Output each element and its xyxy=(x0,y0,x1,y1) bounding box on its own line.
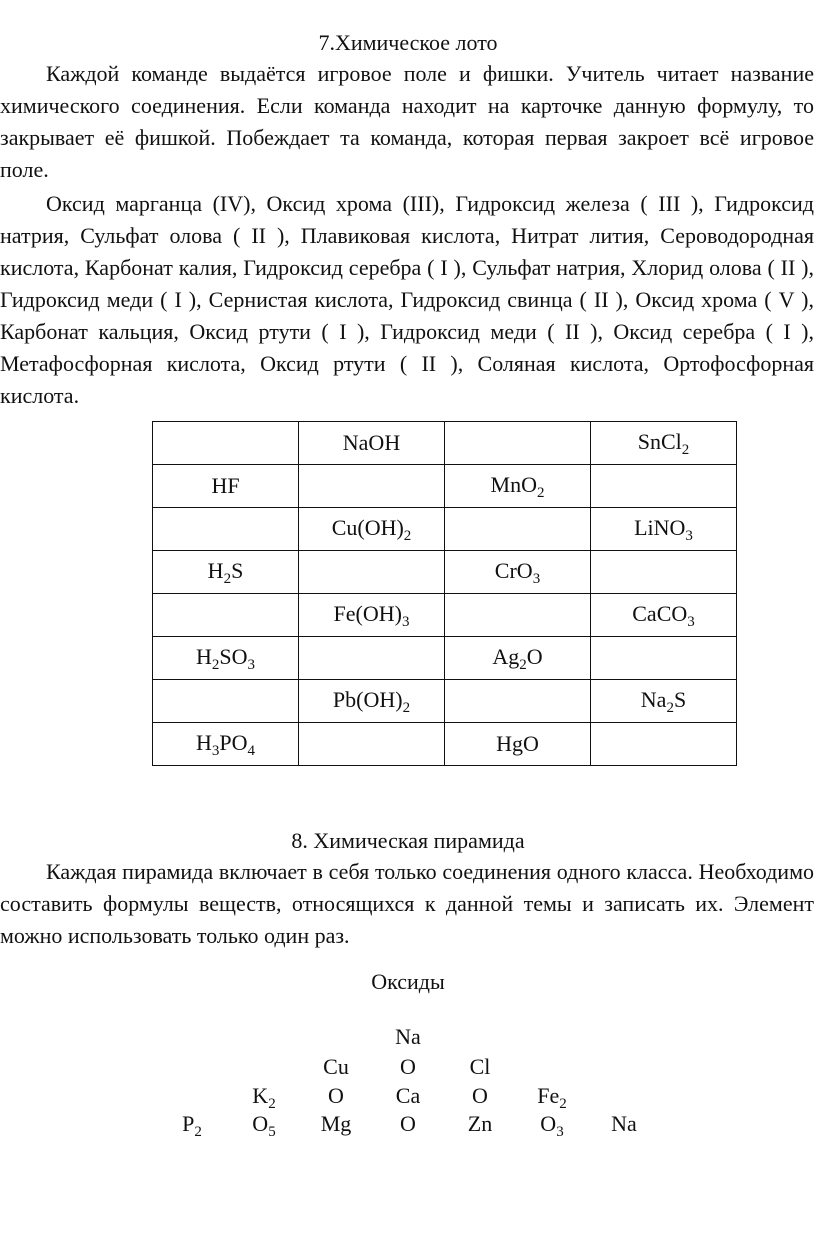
pyramid-element: $O_3$ xyxy=(540,1111,564,1140)
lotto-cell-empty xyxy=(445,594,591,637)
pyramid-element: Zn xyxy=(467,1111,493,1136)
pyramid-element: O xyxy=(400,1111,416,1136)
lotto-row xyxy=(153,508,737,551)
lotto-cell-empty xyxy=(153,422,299,465)
lotto-cell-empty xyxy=(299,723,445,766)
section8-title: 8. Химическая пирамида xyxy=(291,828,525,853)
lotto-row xyxy=(153,422,737,465)
lotto-row xyxy=(153,680,737,723)
lotto-cell-empty xyxy=(153,594,299,637)
pyramid-element: $Fe_2$ xyxy=(537,1083,567,1112)
lotto-cell-empty xyxy=(445,508,591,551)
pyramid-element: $O_5$ xyxy=(252,1111,276,1140)
lotto-cell-formula: $H_2SO_3$ xyxy=(153,637,299,680)
pyramid-element: Mg xyxy=(320,1111,352,1136)
pyramid-element: Ca xyxy=(395,1083,421,1108)
lotto-cell-formula: SnCl$_2$ xyxy=(591,422,737,465)
lotto-cell-empty xyxy=(445,422,591,465)
lotto-cell-empty xyxy=(591,637,737,680)
lotto-cell-formula: $Cu(OH)_2$ xyxy=(299,508,445,551)
lotto-cell-formula: LiNO$_3$ xyxy=(591,508,737,551)
pyramid-element: Cl xyxy=(469,1054,491,1079)
lotto-cell-empty xyxy=(445,680,591,723)
lotto-row xyxy=(153,594,737,637)
section7-compounds-list: Оксид марганца (IV), Оксид хрома (III), Гидроксид железа ( III ), Гидроксид натрия, Сульфат олова ( II ), Плавиковая кислота, Нитрат лития, Сероводородная кислота, Карбонат калия, Гидроксид серебра ( I ), Сульфат натрия, Хлорид олова ( II ), Гидроксид меди ( I ), Сернистая кислота, Гидроксид свинца ( II ), Оксид хрома ( V ), Карбонат кальция, Оксид ртути ( I ), Гидроксид меди ( II ), Оксид серебра ( I ), Метафосфорная кислота, Оксид ртути ( II ), Соляная кислота, Ортофосфорная кислота. xyxy=(0,191,814,408)
pyramid-element: O xyxy=(472,1083,488,1108)
pyramid-element: $K_2$ xyxy=(252,1083,276,1112)
lotto-cell-empty xyxy=(591,723,737,766)
section7-title: 7.Химическое лото xyxy=(318,30,498,55)
lotto-cell-formula: HF xyxy=(153,465,299,508)
section8-intro: Каждая пирамида включает в себя только соединения одного класса. Необходимо составить формулы веществ, относящихся к данной темы и записать их. Элемент можно использовать только один раз. xyxy=(0,859,814,948)
lotto-cell-empty xyxy=(591,465,737,508)
lotto-cell-formula: $Fe(OH)_3$ xyxy=(299,594,445,637)
lotto-row xyxy=(153,551,737,594)
pyramid-element: $P_2$ xyxy=(182,1111,202,1140)
lotto-cell-formula: $Pb(OH)_2$ xyxy=(299,680,445,723)
lotto-cell-empty xyxy=(153,508,299,551)
pyramid-element: O xyxy=(328,1083,344,1108)
lotto-cell-empty xyxy=(299,465,445,508)
lotto-cell-formula: HgO xyxy=(445,723,591,766)
lotto-cell-formula: $H_2S$ xyxy=(153,551,299,594)
lotto-cell-empty xyxy=(299,551,445,594)
pyramid-row xyxy=(0,1022,816,1052)
lotto-cell-formula: MnO$_2$ xyxy=(445,465,591,508)
pyramid-title: Оксиды xyxy=(371,969,445,994)
lotto-cell-empty xyxy=(591,551,737,594)
lotto-row xyxy=(153,637,737,680)
pyramid-row xyxy=(0,1052,816,1082)
lotto-cell-formula: CrO$_3$ xyxy=(445,551,591,594)
lotto-cell-formula: $Na_2S$ xyxy=(591,680,737,723)
pyramid-element: Na xyxy=(611,1111,637,1136)
lotto-cell-empty xyxy=(153,680,299,723)
lotto-cell-formula: NaOH xyxy=(299,422,445,465)
lotto-cell-formula: $H_3PO_4$ xyxy=(153,723,299,766)
lotto-row xyxy=(153,465,737,508)
pyramid-element: O xyxy=(400,1054,416,1079)
lotto-grid xyxy=(152,421,737,766)
pyramid-row xyxy=(0,1109,816,1139)
lotto-row xyxy=(153,723,737,766)
pyramid-element: Cu xyxy=(323,1054,349,1079)
lotto-cell-empty xyxy=(299,637,445,680)
lotto-cell-formula: $Ag_2O$ xyxy=(445,637,591,680)
pyramid-row xyxy=(0,1081,816,1111)
lotto-cell-formula: CaCO$_3$ xyxy=(591,594,737,637)
pyramid-element: Na xyxy=(395,1024,421,1049)
section7-intro: Каждой команде выдаётся игровое поле и фишки. Учитель читает название химического соединения. Если команда находит на карточке данную формулу, то закрывает её фишкой. Побеждает та команда, которая первая закроет всё игровое поле. xyxy=(0,61,814,182)
